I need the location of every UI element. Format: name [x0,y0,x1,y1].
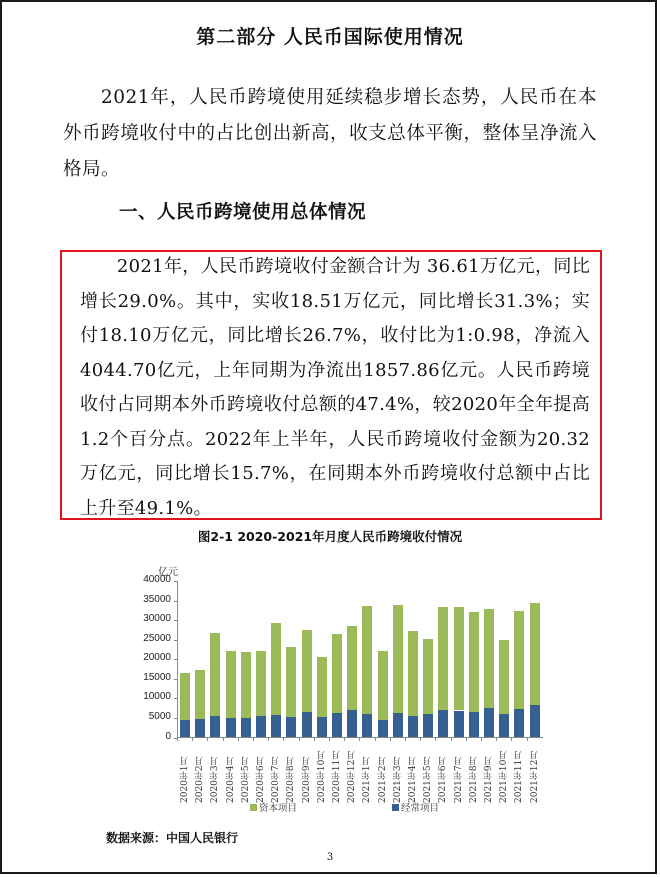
page-title: 第二部分 人民币国际使用情况 [196,26,464,48]
bar-segment-current-account [226,718,236,738]
bar-segment-capital-account [514,611,524,708]
x-tick-label: 2020年1月 [180,756,190,803]
y-tick-label: 15000 [143,671,171,683]
bar-segment-current-account [195,719,205,737]
x-tick-mark [481,737,482,741]
x-tick-label: 2020年10月 [316,750,327,803]
x-tick-label: 2021年10月 [499,750,510,803]
page-number: 3 [326,852,334,863]
bar-segment-current-account [469,712,479,738]
x-tick-label: 2021年7月 [453,756,464,803]
y-tick-label: 20000 [143,652,171,664]
bar-segment-current-account [393,713,403,738]
y-axis-ticks [120,560,171,760]
x-tick-mark [299,737,300,741]
bar-segment-current-account [317,717,327,738]
x-tick-mark [375,737,376,741]
bar-segment-current-account [484,708,494,738]
bar-segment-current-account [514,709,524,738]
bar-segment-capital-account [241,652,251,717]
x-tick-label: 2021年6月 [438,756,449,803]
y-tick-mark [174,601,178,602]
y-tick-mark [174,718,178,719]
bar-segment-capital-account [378,651,388,719]
x-tick-label: 2021年2月 [377,756,388,803]
x-tick-label: 2020年12月 [347,750,358,803]
bar-segment-capital-account [454,607,464,711]
bar-segment-capital-account [317,657,327,717]
legend-swatch-capital-icon [250,804,257,811]
x-tick-label: 2020年5月 [240,756,251,803]
bar-segment-current-account [302,712,312,737]
x-tick-mark [344,737,345,741]
bar-segment-current-account [423,714,433,737]
x-tick-mark [192,737,193,741]
x-tick-mark [420,737,421,741]
x-tick-label: 2020年7月 [271,756,282,803]
data-source: 数据来源：中国人民银行 [106,831,239,845]
y-tick-mark [174,640,178,641]
bar-segment-current-account [286,717,296,738]
x-tick-label: 2021年12月 [529,750,540,803]
legend-label-capital: 资本项目 [259,803,298,814]
legend-item-current [392,800,439,814]
bar-segment-capital-account [408,631,418,716]
y-tick-label: 0 [165,730,171,742]
x-tick-label: 2020年4月 [225,756,236,803]
x-tick-mark [359,737,360,741]
bar-segment-capital-account [393,605,403,713]
bar-segment-current-account [408,716,418,738]
intro-paragraph: 2021年，人民币跨境使用延续稳步增长态势，人民币在本外币跨境收付中的占比创出新高，收支总体平衡，整体呈净流入格局。 [63,87,597,180]
bar-segment-capital-account [469,612,479,711]
x-tick-mark [207,737,208,741]
bar-segment-current-account [499,714,509,738]
bar-segment-capital-account [302,630,312,713]
bar-segment-current-account [271,715,281,738]
x-tick-mark [283,737,284,741]
bar-segment-capital-account [271,623,281,715]
bar-segment-capital-account [226,651,236,718]
bar-segment-current-account [438,710,448,738]
bar-segment-current-account [530,705,540,738]
x-tick-label: 2020年11月 [332,750,342,803]
x-tick-label: 2020年2月 [195,756,206,803]
x-tick-mark [496,737,497,741]
y-tick-label: 30000 [143,613,171,625]
x-tick-mark [253,737,254,741]
bar-segment-current-account [454,711,464,738]
bar-segment-current-account [180,720,190,738]
y-tick-label: 25000 [143,632,171,644]
x-tick-mark [511,737,512,741]
y-tick-mark [174,659,178,660]
x-tick-label: 2021年5月 [423,756,434,803]
legend-swatch-current-icon [392,804,399,811]
bar-segment-current-account [256,716,266,738]
bar-segment-capital-account [180,673,190,720]
y-tick-mark [174,620,178,621]
x-tick-mark [527,737,528,741]
x-tick-mark [223,737,224,741]
x-tick-label: 2021年9月 [484,756,494,803]
bar-segment-capital-account [438,607,448,710]
x-tick-mark [405,737,406,741]
bar-segment-current-account [332,713,342,738]
legend-label-current: 经常项目 [401,803,440,814]
x-tick-mark [390,737,391,741]
bar-segment-capital-account [210,633,220,716]
x-tick-label: 2020年6月 [256,756,266,803]
bar-segment-capital-account [484,609,494,708]
bar-segment-capital-account [362,606,372,715]
x-tick-mark [466,737,467,741]
bar-segment-current-account [347,710,357,737]
x-tick-mark [451,737,452,741]
figure-caption: 图2-1 2020-2021年月度人民币跨境收付情况 [197,529,463,544]
x-tick-mark [435,737,436,741]
x-tick-label: 2021年11月 [514,750,525,803]
bar-segment-current-account [241,718,251,738]
x-tick-label: 2021年4月 [408,756,418,803]
y-tick-mark [174,738,178,739]
x-tick-label: 2021年8月 [468,756,479,803]
x-tick-mark [314,737,315,741]
bar-segment-capital-account [530,603,540,704]
bar-segment-capital-account [423,639,433,715]
bar-segment-capital-account [195,670,205,719]
y-tick-mark [174,581,178,582]
x-tick-mark [268,737,269,741]
x-tick-label: 2020年9月 [301,756,312,803]
x-tick-label: 2020年8月 [286,756,297,803]
x-tick-mark [329,737,330,741]
highlighted-paragraph: 2021年，人民币跨境收付金额合计为 36.61万亿元，同比增长29.0%。其中，实收18.51万亿元，同比增长31.3%；实付18.10万亿元，同比增长26.7%，收付比为1:0.98，净流入4044.70亿元，上年同期为净流出1857.86亿元。人民币跨境收付占同期本外币跨境收付总额的47.4%，较2020年全年提高1.2个百分点。2022年上半年，人民币跨境收付金额为20.32万亿元，同比增长15.7%，在同期本外币跨境收付总额中占比上升至49.1%。 [80,256,590,519]
bar-segment-capital-account [286,647,296,717]
y-tick-label: 40000 [143,574,171,585]
x-tick-label: 2020年3月 [210,756,221,803]
x-tick-mark [238,737,239,741]
bar-segment-current-account [378,720,388,738]
bar-segment-current-account [210,716,220,737]
x-tick-label: 2021年1月 [362,756,373,803]
y-tick-label: 5000 [148,710,171,722]
bar-segment-capital-account [332,634,342,713]
section-heading: 一、人民币跨境使用总体情况 [119,202,367,223]
bar-segment-capital-account [347,626,357,710]
legend-item-capital [250,800,297,814]
y-tick-label: 35000 [143,593,171,605]
y-axis-unit: 亿元 [158,567,178,578]
y-tick-label: 10000 [143,691,171,703]
y-tick-mark [174,698,178,699]
bar-segment-capital-account [499,640,509,714]
y-tick-mark [174,679,178,680]
bar-segment-current-account [362,714,372,737]
x-tick-label: 2021年3月 [392,756,403,803]
stacked-bar-chart [120,560,560,820]
bar-segment-capital-account [256,651,266,715]
